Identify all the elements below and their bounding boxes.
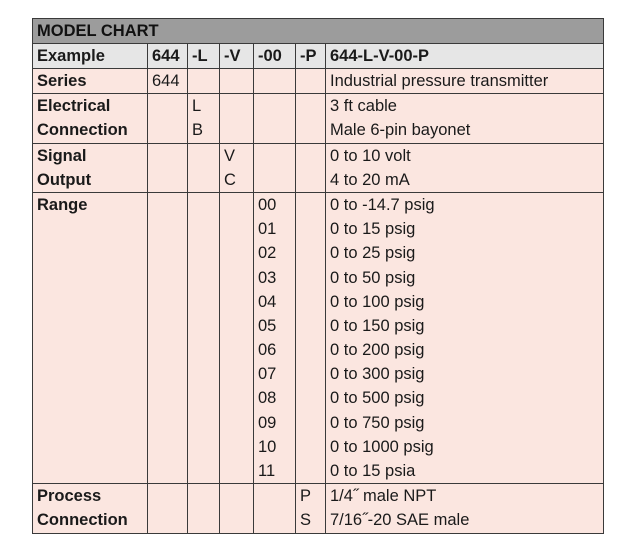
code-line: 02 [258,244,277,263]
group-row [33,94,604,143]
group-row [33,69,604,94]
process-codes [296,69,326,94]
group-label-line: Connection [37,121,128,140]
group-label-line: Connection [37,511,128,530]
series-codes [148,143,188,192]
series-codes [148,192,188,483]
description-line: 1/4˝ male NPT [330,487,437,506]
range-codes [254,192,296,483]
model-chart-table [32,18,604,534]
process-codes [296,143,326,192]
title-row [33,19,604,44]
description-line: 7/16˝-20 SAE male [330,511,470,530]
code-line: 01 [258,220,277,239]
code-line: 11 [258,462,276,480]
process-codes [296,484,326,533]
electrical-codes [188,192,220,483]
description-line: 0 to 300 psig [330,365,425,384]
description-line: 0 to 10 volt [330,146,411,165]
code-line: L [192,97,202,116]
group-label-line: Output [37,170,92,189]
range-codes [254,484,296,533]
description-line: 0 to 15 psia [330,462,416,480]
description-line: 0 to 200 psig [330,341,425,360]
group-label [33,94,148,143]
range-codes [254,143,296,192]
code-line: 04 [258,292,277,311]
description-line: 0 to 50 psig [330,268,416,287]
signal-codes [220,69,254,94]
descriptions [326,484,604,533]
code-line: C [224,170,236,189]
description-line: Industrial pressure transmitter [330,72,549,90]
code-line: B [192,121,204,140]
code-line: 06 [258,341,277,360]
code-process: -P [296,44,326,69]
description-line: 0 to 150 psig [330,316,425,335]
description-line: 0 to 25 psig [330,244,416,263]
signal-codes [220,192,254,483]
description-line: 0 to 500 psig [330,389,425,408]
description-line: 0 to 1000 psig [330,437,434,456]
group-row [33,192,604,483]
group-label-line: Range [37,195,88,214]
series-codes [148,484,188,533]
code-line: 03 [258,268,277,287]
description-line: 0 to 15 psig [330,220,416,239]
electrical-codes [188,143,220,192]
group-label-line: Series [37,72,87,90]
chart-body [33,69,604,534]
series-codes [148,94,188,143]
process-codes [296,94,326,143]
code-line: 08 [258,389,277,408]
description-line: Male 6-pin bayonet [330,121,471,140]
group-row [33,484,604,533]
range-codes [254,94,296,143]
group-label-line: Process [37,487,102,506]
signal-codes [220,143,254,192]
description-line: 4 to 20 mA [330,170,410,189]
example-model: 644-L-V-00-P [326,44,604,69]
code-line: 10 [258,437,277,456]
descriptions [326,192,604,483]
example-label: Example [33,44,148,69]
group-label [33,484,148,533]
code-line: 644 [152,72,180,90]
group-label [33,143,148,192]
group-label-line: Signal [37,146,87,165]
example-row [33,44,604,69]
signal-codes [220,94,254,143]
code-signal: -V [220,44,254,69]
series-codes [148,69,188,94]
group-label [33,192,148,483]
description-line: 3 ft cable [330,97,397,116]
range-codes [254,69,296,94]
descriptions [326,94,604,143]
group-label [33,69,148,94]
electrical-codes [188,94,220,143]
description-line: 0 to 750 psig [330,413,425,432]
group-label-line: Electrical [37,97,111,116]
electrical-codes [188,484,220,533]
descriptions [326,69,604,94]
code-series: 644 [148,44,188,69]
code-line: 00 [258,195,277,214]
code-line: S [300,511,312,530]
code-range: -00 [254,44,296,69]
group-row [33,143,604,192]
signal-codes [220,484,254,533]
process-codes [296,192,326,483]
code-line: P [300,487,312,506]
code-electrical: -L [188,44,220,69]
code-line: 09 [258,413,277,432]
description-line: 0 to 100 psig [330,292,425,311]
chart-title: MODEL CHART [33,19,604,44]
description-line: 0 to -14.7 psig [330,195,435,214]
descriptions [326,143,604,192]
code-line: 05 [258,316,277,335]
code-line: V [224,146,236,165]
code-line: 07 [258,365,277,384]
electrical-codes [188,69,220,94]
